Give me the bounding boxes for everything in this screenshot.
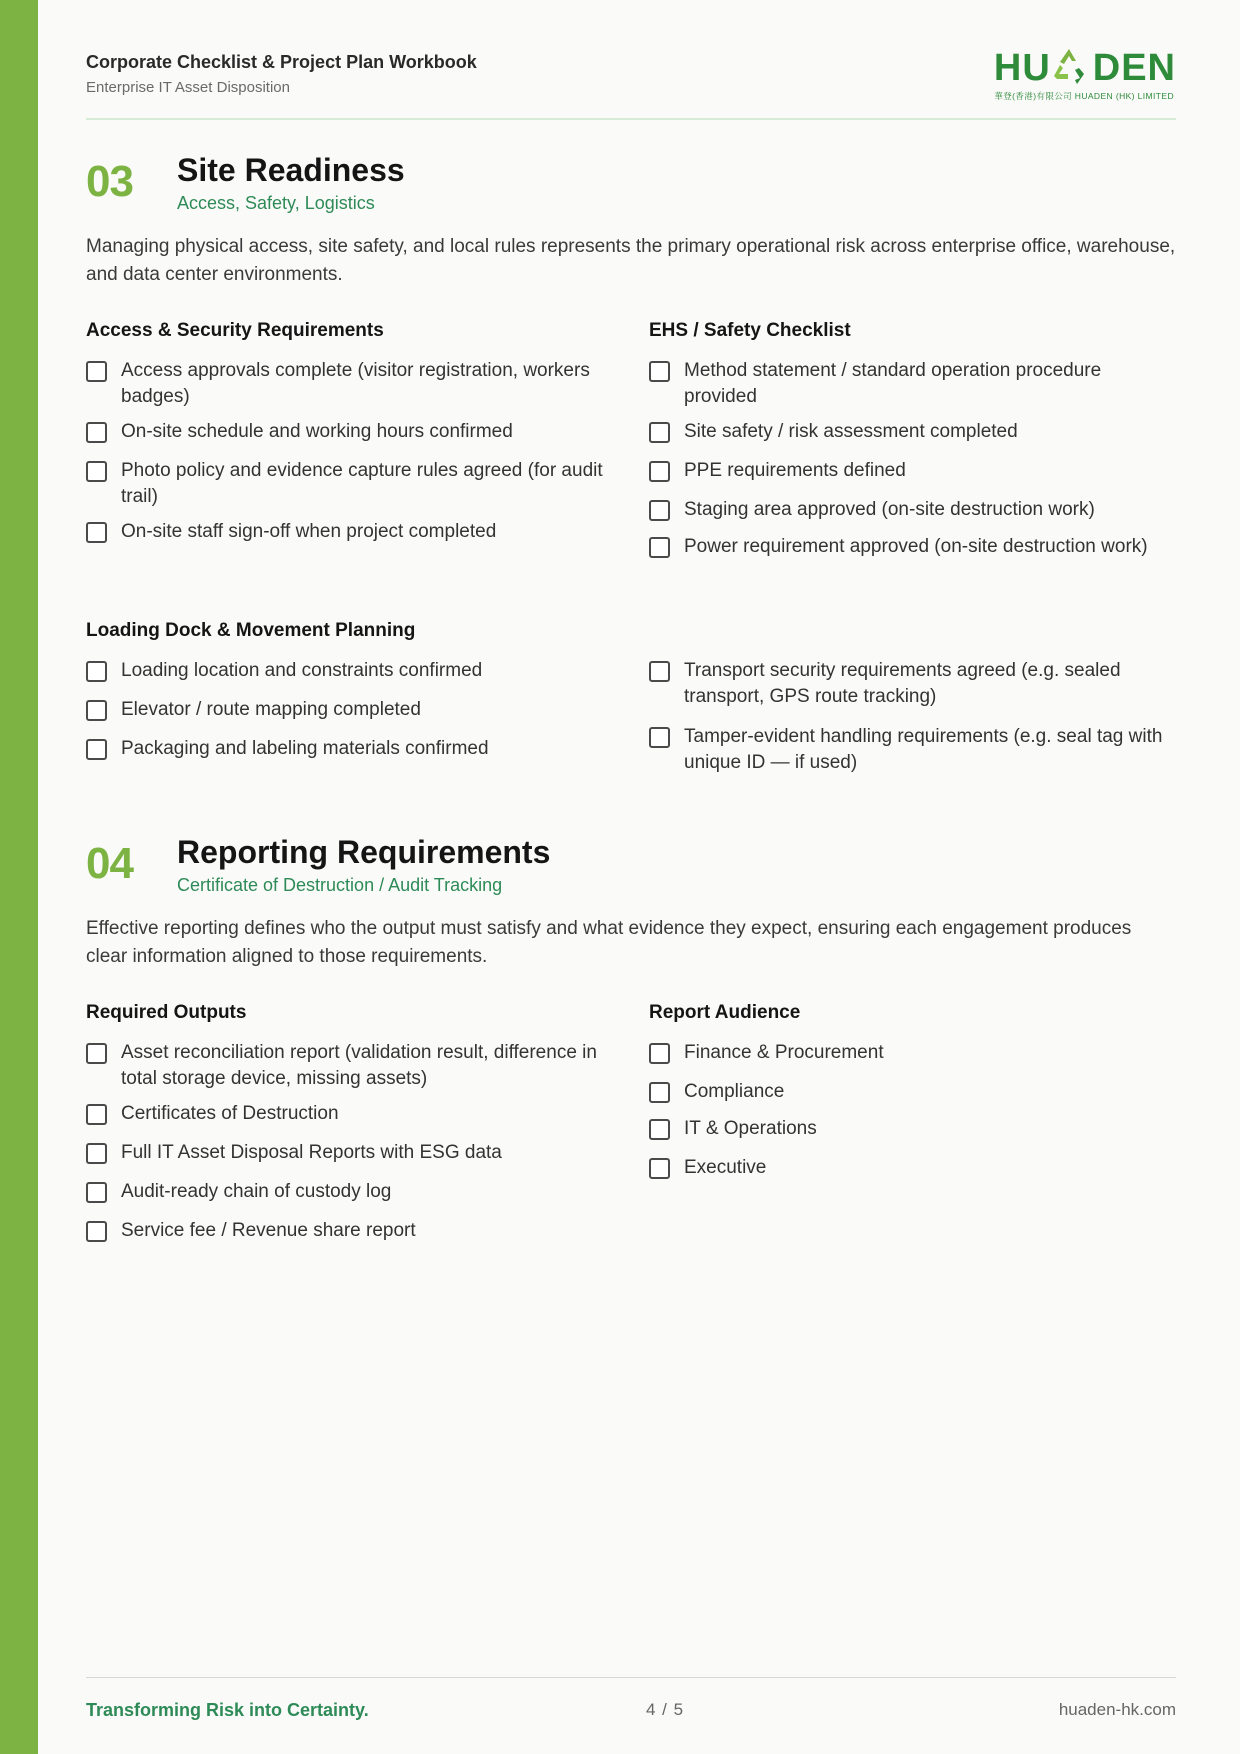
checkbox[interactable]	[649, 537, 670, 558]
checkbox[interactable]	[86, 1104, 107, 1125]
checklist-item	[86, 1101, 616, 1127]
checkbox[interactable]	[86, 522, 107, 543]
checkbox[interactable]	[649, 1158, 670, 1179]
group-heading-access-security: Access & Security Requirements	[86, 320, 384, 341]
accent-sidebar-stripe	[0, 0, 38, 1754]
checkbox[interactable]	[86, 661, 107, 682]
document-subtitle: Enterprise IT Asset Disposition	[86, 79, 290, 96]
checkbox[interactable]	[649, 1119, 670, 1140]
checklist-item-label: IT & Operations	[684, 1118, 817, 1139]
checklist-access-security	[86, 358, 616, 545]
checklist-item	[649, 1040, 1179, 1066]
checkbox[interactable]	[86, 1043, 107, 1064]
checklist-item-label: PPE requirements defined	[684, 460, 906, 481]
checklist-transport-security	[649, 658, 1179, 776]
checklist-item-label: Photo policy and evidence capture rules agreed (for audit trail)	[121, 460, 603, 507]
checkbox[interactable]	[86, 700, 107, 721]
checklist-loading-dock	[86, 658, 616, 762]
checklist-item-label: Executive	[684, 1157, 767, 1178]
checklist-item-label: Asset reconciliation report (validation result, difference in total storage device, missing assets)	[121, 1042, 597, 1089]
checklist-item-label: Elevator / route mapping completed	[121, 699, 421, 720]
logo-brand-right: DEN	[1092, 47, 1176, 89]
checkbox[interactable]	[649, 727, 670, 748]
checklist-item-label: Full IT Asset Disposal Reports with ESG data	[121, 1142, 502, 1163]
checklist-item	[649, 458, 1179, 484]
page-number: 4 / 5	[646, 1700, 685, 1719]
checklist-item	[86, 697, 616, 723]
checklist-item-label: Power requirement approved (on-site destruction work)	[684, 536, 1148, 557]
checklist-item-label: Tamper-evident handling requirements (e.g. seal tag with unique ID — if used)	[684, 726, 1163, 773]
checklist-item	[649, 1116, 1179, 1142]
checklist-report-audience	[649, 1040, 1179, 1181]
checklist-item	[86, 1040, 616, 1092]
checklist-item-label: Packaging and labeling materials confirmed	[121, 738, 489, 759]
checkbox[interactable]	[649, 661, 670, 682]
checklist-item-label: Finance & Procurement	[684, 1042, 884, 1063]
page-header	[86, 47, 1176, 120]
section-reporting-requirements	[86, 832, 1176, 1252]
company-logo	[976, 46, 1176, 100]
page-footer	[86, 1677, 1176, 1737]
checklist-item-label: Site safety / risk assessment completed	[684, 421, 1018, 442]
checklist-item	[86, 736, 616, 762]
section-subtitle: Certificate of Destruction / Audit Tracking	[177, 875, 503, 895]
checklist-item	[649, 534, 1179, 560]
section-number: 03	[86, 157, 133, 206]
checklist-item	[86, 1179, 616, 1205]
checkbox[interactable]	[649, 1082, 670, 1103]
group-heading-loading-dock: Loading Dock & Movement Planning	[86, 620, 416, 641]
checklist-item	[649, 658, 1179, 710]
checklist-item	[86, 1140, 616, 1166]
logo-tagline: 華登(香港)有限公司 HUADEN (HK) LIMITED	[994, 91, 1174, 101]
section-subtitle: Access, Safety, Logistics	[177, 193, 375, 213]
checkbox[interactable]	[649, 1043, 670, 1064]
recycle-icon	[1049, 46, 1089, 86]
checklist-item	[86, 458, 616, 510]
footer-website-link[interactable]: huaden-hk.com	[1058, 1700, 1176, 1719]
footer-tagline: Transforming Risk into Certainty.	[86, 1700, 369, 1720]
group-heading-report-audience: Report Audience	[649, 1002, 801, 1023]
checklist-item-label: Service fee / Revenue share report	[121, 1220, 416, 1241]
checklist-item	[86, 419, 616, 445]
logo-brand-left: HU	[993, 47, 1051, 89]
checklist-item	[649, 497, 1179, 523]
checkbox[interactable]	[86, 1182, 107, 1203]
group-heading-ehs-safety: EHS / Safety Checklist	[649, 320, 851, 341]
checkbox[interactable]	[649, 361, 670, 382]
group-heading-required-outputs: Required Outputs	[86, 1002, 247, 1023]
section-title: Site Readiness	[177, 152, 405, 188]
checklist-item-label: Audit-ready chain of custody log	[121, 1181, 392, 1202]
section-number: 04	[86, 839, 133, 888]
section-intro: Managing physical access, site safety, and local rules represents the primary operational risk across enterprise office, warehouse, and data center environments.	[86, 236, 1176, 285]
checkbox[interactable]	[86, 361, 107, 382]
checklist-item-label: Method statement / standard operation procedure provided	[684, 360, 1102, 407]
checkbox[interactable]	[649, 500, 670, 521]
checklist-required-outputs	[86, 1040, 616, 1244]
section-intro: Effective reporting defines who the output must satisfy and what evidence they expect, ensuring each engagement produces clear information aligned to those requirements.	[86, 918, 1132, 967]
checklist-item-label: Transport security requirements agreed (e.g. sealed transport, GPS route tracking)	[684, 660, 1121, 707]
page	[86, 0, 1176, 1754]
checklist-item-label: On-site schedule and working hours confirmed	[121, 421, 513, 442]
checklist-item	[649, 358, 1179, 410]
checklist-item-label: On-site staff sign-off when project completed	[121, 521, 497, 542]
checkbox[interactable]	[86, 461, 107, 482]
checklist-item	[649, 1155, 1179, 1181]
checklist-item-label: Compliance	[684, 1081, 785, 1102]
checklist-item	[86, 358, 616, 410]
checklist-item	[649, 419, 1179, 445]
section-title: Reporting Requirements	[177, 834, 551, 870]
document-title: Corporate Checklist & Project Plan Workbook	[86, 52, 477, 72]
section-site-readiness	[86, 150, 1176, 790]
checklist-item	[649, 724, 1179, 776]
checkbox[interactable]	[649, 422, 670, 443]
checklist-item	[86, 519, 616, 545]
checklist-ehs-safety	[649, 358, 1179, 560]
checklist-item-label: Loading location and constraints confirmed	[121, 660, 483, 681]
checkbox[interactable]	[86, 1143, 107, 1164]
checkbox[interactable]	[86, 739, 107, 760]
checkbox[interactable]	[649, 461, 670, 482]
checkbox[interactable]	[86, 1221, 107, 1242]
checklist-item-label: Certificates of Destruction	[121, 1103, 339, 1124]
checklist-item	[86, 1218, 616, 1244]
checklist-item-label: Access approvals complete (visitor registration, workers badges)	[121, 360, 590, 407]
checkbox[interactable]	[86, 422, 107, 443]
checklist-item-label: Staging area approved (on-site destruction work)	[684, 499, 1095, 520]
checklist-item	[649, 1079, 1179, 1105]
checklist-item	[86, 658, 616, 684]
